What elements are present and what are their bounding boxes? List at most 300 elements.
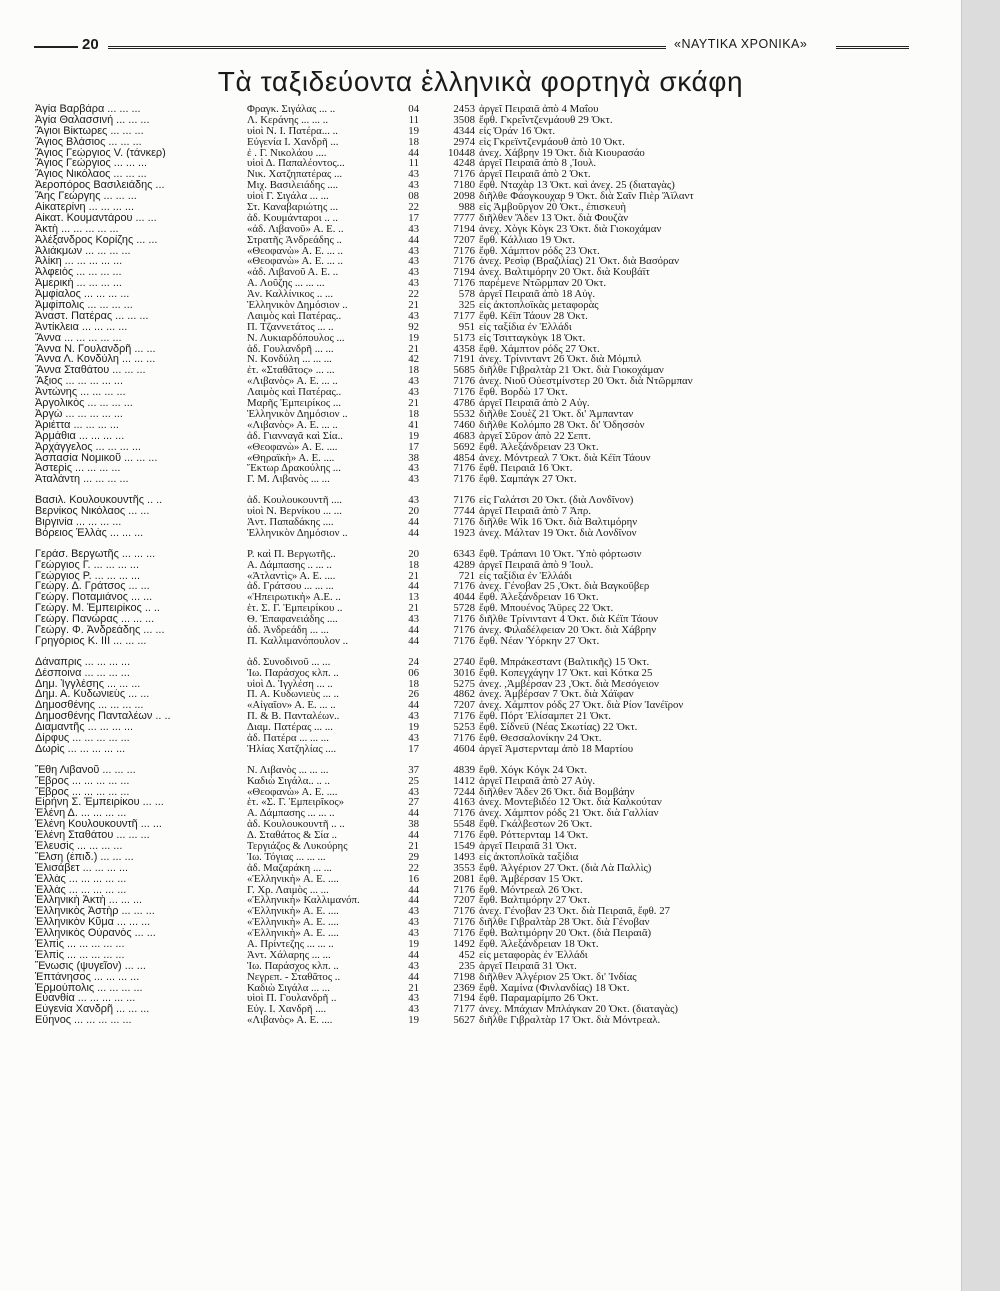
tonnage: 2740 bbox=[453, 656, 475, 668]
ship-owner: ἀδ. Πατέρα ... ... ... bbox=[247, 732, 329, 744]
tonnage: 7176 bbox=[453, 516, 475, 528]
page-number: 20 bbox=[82, 36, 99, 53]
ship-row bbox=[35, 560, 915, 571]
ship-name: Ἑλένη Κουλουκουντῆ ... ... bbox=[35, 819, 162, 831]
ship-status: ἀργεῖ Πειραιᾶ ἀπὸ 7 Ἀπρ. bbox=[479, 506, 591, 517]
ship-status: ἀνεχ. Χὸγκ Κὸγκ 23 Ὀκτ. διὰ Γιοκοχάμαν bbox=[479, 223, 662, 235]
ship-name: Αἰκατερίνη ... ... ... ... bbox=[35, 202, 134, 213]
ship-row bbox=[35, 137, 915, 148]
build-year: 18 bbox=[408, 559, 419, 571]
ship-status: ἔφθ. Σαμπάγκ 27 Ὀκτ. bbox=[479, 474, 577, 486]
ship-owner: Γ. Μ. Λιβανὸς ... ... bbox=[247, 474, 330, 486]
ship-row bbox=[35, 148, 915, 159]
build-year: 44 bbox=[408, 830, 419, 842]
tonnage: 235 bbox=[458, 960, 475, 972]
ship-row bbox=[35, 744, 915, 755]
tonnage: 5532 bbox=[453, 408, 475, 420]
ship-row bbox=[35, 528, 915, 539]
ship-row bbox=[35, 797, 915, 808]
ship-status: ἀργεῖ Πειραιᾶ ἀπὸ 27 Αὐγ. bbox=[479, 775, 596, 787]
build-year: 17 bbox=[408, 743, 419, 755]
ship-row bbox=[35, 549, 915, 560]
ship-status: ἔφθ. Χαμίνα (Φινλανδίας) 18 Ὀκτ. bbox=[479, 982, 630, 994]
tonnage: 7176 bbox=[453, 624, 475, 636]
ship-owner: Μαρῆς Ἐμπειρίκος ... bbox=[247, 398, 341, 409]
build-year: 27 bbox=[408, 797, 419, 809]
tonnage: 4344 bbox=[453, 125, 475, 137]
ship-status: ἀργεῖ Σῦρον ἀπὸ 22 Σεπτ. bbox=[479, 430, 591, 442]
ship-list bbox=[35, 104, 915, 1026]
build-year: 43 bbox=[408, 223, 419, 235]
ship-row bbox=[35, 830, 915, 841]
ship-name: Ἑλληνικὴ Ἀκτὴ ... ... ... bbox=[35, 895, 143, 907]
ship-owner: ἐ . Γ. Νικολάου .... bbox=[247, 147, 327, 159]
ship-row bbox=[35, 158, 915, 169]
ship-owner: Νεγρεπ. - Σταθᾶτος .. bbox=[247, 971, 341, 983]
ship-status: διῆλθε Τρίνινταντ 4 Ὀκτ. διὰ Κέϊπ Τάουν bbox=[479, 614, 659, 625]
build-year: 44 bbox=[408, 895, 419, 907]
tonnage: 2098 bbox=[453, 191, 475, 203]
ship-status: ἀνεχ. Μπάχιαν Μπλάγκαν 20 Ὀκτ. (διαταγὰς) bbox=[479, 1004, 678, 1016]
build-year: 21 bbox=[408, 398, 419, 409]
ship-name: Ἅγιοι Βίκτωρες ... ... ... bbox=[35, 125, 144, 137]
tonnage: 4839 bbox=[453, 764, 475, 776]
ship-name: Βόρειος Ἑλλὰς ... ... ... bbox=[35, 527, 144, 539]
build-year: 06 bbox=[408, 667, 419, 679]
tonnage: 4358 bbox=[453, 343, 475, 355]
ship-owner: Δ. Σταθάτος & Σία .. bbox=[247, 830, 338, 842]
ship-row bbox=[35, 787, 915, 798]
ship-owner: «Αἰγαῖον» Α. Ε. ... .. bbox=[247, 700, 336, 712]
ship-owner: «Ἑλληνικὴ» Α. Ε. .... bbox=[247, 917, 339, 929]
ship-name: Γεώργ. Ποταμιάνος ... ... bbox=[35, 592, 153, 604]
ship-owner: ἀδ. Κουμάνταροι .. .. bbox=[247, 212, 338, 224]
tonnage: 7207 bbox=[453, 700, 475, 712]
tonnage: 7176 bbox=[453, 256, 475, 268]
article-title: Τὰ ταξιδεύοντα ἑλληνικὰ φορτηγὰ σκάφη bbox=[217, 66, 744, 97]
build-year: 41 bbox=[408, 419, 419, 431]
build-year: 22 bbox=[408, 202, 419, 213]
ship-name: Δέσποινα ... ... ... ... bbox=[35, 667, 130, 679]
ship-row bbox=[35, 246, 915, 257]
build-year: 20 bbox=[408, 548, 419, 560]
ship-status: ἀνεχ. Ρεσὶφ (Βραζιλίας) 21 Ὀκτ. διὰ Βασόραν bbox=[479, 256, 679, 268]
ship-status: ἔφθ. Κοπεγχάγην 17 Ὀκτ. καὶ Κότκα 25 bbox=[479, 667, 653, 679]
tonnage: 5627 bbox=[453, 1015, 475, 1027]
ship-owner: Ἀντ. Παπαδάκης .... bbox=[247, 516, 334, 528]
ship-name: Βασιλ. Κουλουκουντῆς .. .. bbox=[35, 495, 163, 507]
ship-status: ἀνεχ. Νιοῦ Οὐεστμίνστερ 20 Ὀκτ. διὰ Ντῶρμπαν bbox=[479, 376, 693, 388]
ship-status: ἔφθ. Μόντρεαλ 26 Ὀκτ. bbox=[479, 884, 583, 896]
build-year: 43 bbox=[408, 267, 419, 279]
ship-name: Ἑλλὰς ... ... ... ... ... bbox=[35, 873, 127, 885]
tonnage: 4683 bbox=[453, 430, 475, 442]
ship-status: ἀνεχ. Γένοβαν 25 ,Ὀκτ. διὰ Βαγκοῦβερ bbox=[479, 581, 650, 593]
ship-name: Εὔηνος ... ... ... ... ... bbox=[35, 1015, 132, 1027]
ship-status: ἔφθ. Ἀμβέρσαν 15 Ὀκτ. bbox=[479, 873, 583, 885]
ship-status: διῆλθε Γιβραλτὰρ 17 Ὀκτ. διὰ Μόντρεαλ. bbox=[479, 1015, 661, 1027]
build-year: 08 bbox=[408, 191, 419, 203]
build-year: 19 bbox=[408, 125, 419, 137]
group-spacer bbox=[35, 755, 915, 765]
build-year: 18 bbox=[408, 365, 419, 377]
ship-name: Ἅγιος Γεώργιος V. (τάνκερ) bbox=[35, 147, 166, 159]
ship-status: διῆλθε Wik 16 Ὀκτ. διὰ Βαλτιμόρην bbox=[479, 516, 638, 528]
ship-owner: Α. Δάμπασης .. ... .. bbox=[247, 559, 332, 571]
ship-name: Ἀλέξανδρος Κορίζης ... ... bbox=[35, 234, 158, 246]
build-year: 21 bbox=[408, 570, 419, 582]
tonnage: 7198 bbox=[453, 971, 475, 983]
ship-name: Ἅγιος Βλάσιος ... ... ... bbox=[35, 136, 142, 148]
ship-name: Ἔβρος ... ... ... ... ... bbox=[35, 775, 130, 787]
ship-row bbox=[35, 344, 915, 355]
ship-row bbox=[35, 819, 915, 830]
ship-name: Δίρφυς ... ... ... ... ... bbox=[35, 732, 130, 744]
ship-owner: Εὐγ. Ι. Χανδρῆ .... bbox=[247, 1004, 327, 1016]
ship-name: Δημ. Ἰγγλέσης ... ... ... bbox=[35, 678, 141, 690]
build-year: 38 bbox=[408, 452, 419, 464]
ship-owner: Ἰω. Παράσχος κλπ. .. bbox=[247, 667, 339, 679]
ship-row bbox=[35, 180, 915, 191]
tonnage: 5275 bbox=[453, 678, 475, 690]
ship-owner: «Ἠπειρωτικὴ» Α.Ε. .. bbox=[247, 592, 341, 604]
ship-owner: υἱοὶ Ν. Βερνίκου ... ... bbox=[247, 506, 342, 517]
tonnage: 7176 bbox=[453, 928, 475, 940]
ship-status: ἔφθ. Τράπανι 10 Ὀκτ. Ὑπὸ φόρτωσιν bbox=[479, 548, 642, 560]
ship-row bbox=[35, 224, 915, 235]
build-year: 43 bbox=[408, 387, 419, 399]
ship-owner: Λ. Κεράνης ... ... .. bbox=[247, 114, 329, 126]
tonnage: 4289 bbox=[453, 559, 475, 571]
ship-owner: «Θηραϊκὴ» Α. Ε. .... bbox=[247, 452, 335, 464]
ship-row bbox=[35, 409, 915, 420]
ship-owner: ἀδ. Κουλουκουντῆ .. .. bbox=[247, 819, 345, 831]
ship-owner: «Θεοφανὼ» Α. Ε. .... bbox=[247, 786, 338, 798]
ship-row bbox=[35, 300, 915, 311]
build-year: 18 bbox=[408, 136, 419, 148]
ship-name: Ἑλληνικὸς Ἀστὴρ ... ... ... bbox=[35, 906, 155, 918]
ship-row bbox=[35, 191, 915, 202]
ship-row bbox=[35, 311, 915, 322]
ship-owner: Φραγκ. Σιγάλας ... .. bbox=[247, 104, 336, 115]
ship-row bbox=[35, 256, 915, 267]
ship-row bbox=[35, 700, 915, 711]
build-year: 19 bbox=[408, 722, 419, 733]
ship-name: Ἀρχάγγελος ... ... ... ... bbox=[35, 441, 141, 453]
ship-name: Ἀστερὶς ... ... ... ... bbox=[35, 463, 121, 475]
ship-name: Ἕνωσις (ψυγεῖον) ... ... bbox=[35, 960, 146, 972]
ship-owner: Α. Πρίντεζης ... ... .. bbox=[247, 939, 334, 950]
header-rule-right bbox=[836, 46, 909, 51]
tonnage: 7180 bbox=[453, 180, 475, 192]
ship-status: ἔφθ. Βαλτιμόρην 20 Ὀκτ. (διὰ Πειραιᾶ) bbox=[479, 928, 652, 940]
ship-name: Ἀντίκλεια ... ... ... ... bbox=[35, 321, 128, 333]
ship-row bbox=[35, 636, 915, 647]
ship-name: Ἀσπασία Νομικοῦ ... ... ... bbox=[35, 452, 158, 464]
tonnage: 5173 bbox=[453, 332, 475, 344]
ship-row bbox=[35, 917, 915, 928]
build-year: 38 bbox=[408, 819, 419, 831]
build-year: 43 bbox=[408, 960, 419, 972]
ship-status: ἔφθ. Νέαν Ὑόρκην 27 Ὀκτ. bbox=[479, 635, 600, 647]
ship-row bbox=[35, 506, 915, 517]
ship-name: Δημοσθένης Πανταλέων .. .. bbox=[35, 711, 171, 723]
tonnage: 4862 bbox=[453, 689, 475, 701]
ship-name: Ἅγιος Νικόλαος ... ... ... bbox=[35, 169, 147, 181]
ship-status: ἀργεῖ Πειραιᾶ ἀπὸ 18 Αὐγ. bbox=[479, 289, 596, 301]
ship-owner: «Θεοφανὼ» Α. Ε. ... .. bbox=[247, 256, 343, 268]
ship-name: Ἀντώνης ... ... ... ... bbox=[35, 387, 126, 399]
ship-status: ἔφθ. Γκάλβεστων 26 Ὀκτ. bbox=[479, 819, 593, 831]
build-year: 19 bbox=[408, 430, 419, 442]
tonnage: 7176 bbox=[453, 495, 475, 507]
tonnage: 7176 bbox=[453, 906, 475, 918]
ship-owner: «Λιβανὸς» Α. Ε. ... .. bbox=[247, 376, 338, 388]
header-rule-middle bbox=[108, 46, 666, 51]
ship-name: Ἑρμούπολις ... ... ... ... bbox=[35, 982, 143, 994]
ship-owner: Π. Τζαννετάτος ... .. bbox=[247, 321, 334, 333]
ship-name: Ἐλευσὶς ... ... ... ... bbox=[35, 841, 123, 852]
ship-owner: Π. Καλλιμανόπουλον .. bbox=[247, 635, 349, 647]
ship-row bbox=[35, 474, 915, 485]
ship-row bbox=[35, 376, 915, 387]
ship-owner: «Ἑλληνικὴ» Καλλιμανόπ. bbox=[247, 895, 360, 907]
ship-row bbox=[35, 463, 915, 474]
tonnage: 7177 bbox=[453, 310, 475, 322]
ship-row bbox=[35, 993, 915, 1004]
ship-row bbox=[35, 885, 915, 896]
ship-name: Δάναπρις ... ... ... ... bbox=[35, 656, 131, 668]
ship-owner: ἀδ. Συνοδινοῦ ... ... bbox=[247, 656, 331, 668]
build-year: 92 bbox=[408, 321, 419, 333]
ship-row bbox=[35, 961, 915, 972]
ship-name: Γεώργ. Πανώρας ... ... ... bbox=[35, 614, 155, 625]
ship-name: Ἔλση (ἐπιδ.) ... ... ... bbox=[35, 851, 134, 863]
ship-row bbox=[35, 104, 915, 115]
ship-status: ἔφθ. Βορδὼ 17 Ὀκτ. bbox=[479, 387, 568, 399]
tonnage: 7191 bbox=[453, 354, 475, 366]
ship-name: Δημ. Α. Κυδωνιεὺς ... ... bbox=[35, 689, 150, 701]
ship-status: ἔφθ. Σίδνεϋ (Νέας Σκωτίας) 22 Ὀκτ. bbox=[479, 722, 638, 733]
tonnage: 7176 bbox=[453, 917, 475, 929]
ship-owner: υἱοὶ Δ. Ἰγγλέση ... .. bbox=[247, 678, 333, 690]
ship-row bbox=[35, 517, 915, 528]
build-year: 43 bbox=[408, 278, 419, 290]
ship-row bbox=[35, 235, 915, 246]
ship-status: ἀργεῖ Ἀμστερνταμ ἀπὸ 18 Μαρτίου bbox=[479, 743, 634, 755]
ship-name: Ἑλένη Σταθάτου ... ... ... bbox=[35, 830, 150, 842]
build-year: 43 bbox=[408, 169, 419, 181]
ship-owner: Νικ. Χατζηπατέρας ... bbox=[247, 169, 343, 181]
build-year: 43 bbox=[408, 463, 419, 475]
build-year: 25 bbox=[408, 775, 419, 787]
ship-owner: Ἰω. Τόγιας ... ... ... bbox=[247, 851, 326, 863]
tonnage: 7194 bbox=[453, 267, 475, 279]
build-year: 42 bbox=[408, 354, 419, 366]
ship-name: Ἁγία Βαρβάρα ... ... ... bbox=[35, 104, 141, 115]
build-year: 43 bbox=[408, 993, 419, 1005]
tonnage: 5728 bbox=[453, 603, 475, 615]
ship-name: Ἄννα ... ... ... ... ... bbox=[35, 332, 122, 344]
ship-status: ἔφθ. Πειραιᾶ 16 Ὀκτ. bbox=[479, 463, 573, 475]
build-year: 26 bbox=[408, 689, 419, 701]
ship-owner: Ἰω. Παράσχος κλπ. .. bbox=[247, 960, 339, 972]
build-year: 21 bbox=[408, 603, 419, 615]
ship-owner: Ἀν. Καλλίνικος .. ... bbox=[247, 289, 334, 301]
ship-status: εἰς ταξίδια ἐν Ἑλλάδι bbox=[479, 570, 572, 582]
group-spacer bbox=[35, 485, 915, 495]
ship-row bbox=[35, 928, 915, 939]
ship-owner: Π. Α. Κυδωνιεὺς ... .. bbox=[247, 689, 339, 701]
ship-status: ἔφθ. Χάμπτον ρόδς 27 Ὀκτ. bbox=[479, 343, 600, 355]
ship-row bbox=[35, 733, 915, 744]
ship-row bbox=[35, 387, 915, 398]
ship-row bbox=[35, 776, 915, 787]
ship-row bbox=[35, 722, 915, 733]
ship-row bbox=[35, 431, 915, 442]
ship-status: ἔφθ. Χόγκ Κόγκ 24 Ὀκτ. bbox=[479, 764, 588, 776]
ship-row bbox=[35, 614, 915, 625]
ship-name: Ἀμερικὴ ... ... ... ... bbox=[35, 278, 122, 290]
build-year: 43 bbox=[408, 732, 419, 744]
ship-owner: Εὐγενία Ι. Χανδρῆ ... bbox=[247, 136, 339, 148]
tonnage: 10448 bbox=[448, 147, 475, 159]
build-year: 44 bbox=[408, 147, 419, 159]
ship-status: ἀνεχ. Χάμπτον ρόδς 27 Ὀκτ. διὰ Ρίον Ἰανέϊρον bbox=[479, 700, 684, 712]
build-year: 22 bbox=[408, 862, 419, 874]
ship-owner: Στ. Καναβαριώτης ... bbox=[247, 202, 339, 213]
ship-owner: Ρ. καὶ Π. Βεργωτῆς.. bbox=[247, 548, 336, 560]
ship-status: ἀνεχ. Γένοβαν 23 Ὀκτ. διὰ Πειραιᾶ, ἔφθ. 27 bbox=[479, 906, 670, 918]
ship-name: Ἑλένη Δ. ... ... ... ... bbox=[35, 808, 127, 820]
ship-name: Αἰκατ. Κουμαντάρου ... ... bbox=[35, 212, 157, 224]
ship-name: Ἀναστ. Πατέρας ... ... ... bbox=[35, 310, 149, 322]
ship-row bbox=[35, 841, 915, 852]
ship-status: διῆλθε Φάογκουχαρ 9 Ὀκτ. διὰ Σαῖν Πιὲρ Ἄϊλαντ bbox=[479, 191, 694, 203]
tonnage: 7176 bbox=[453, 635, 475, 647]
ship-owner: Ἑλληνικὸν Δημόσιον .. bbox=[247, 408, 348, 420]
ship-owner: ἀδ. Ἀνδρεάδη ... ... bbox=[247, 624, 329, 636]
ship-owner: Ἕκτωρ Δρακούλης ... bbox=[247, 463, 341, 475]
ship-row bbox=[35, 1015, 915, 1026]
tonnage: 7460 bbox=[453, 419, 475, 431]
ship-row bbox=[35, 365, 915, 376]
build-year: 19 bbox=[408, 332, 419, 344]
build-year: 21 bbox=[408, 343, 419, 355]
tonnage: 6343 bbox=[453, 548, 475, 560]
ship-name: Γεώργ. Φ. Ἀνδρεάδης ... ... bbox=[35, 624, 165, 636]
build-year: 11 bbox=[408, 158, 419, 170]
ship-status: ἔφθ. Κέϊπ Τάουν 28 Ὀκτ. bbox=[479, 310, 588, 322]
tonnage: 1549 bbox=[453, 841, 475, 852]
ship-status: ἀνεχ. Μόντρεαλ 7 Ὀκτ. διὰ Κέϊπ Τάουν bbox=[479, 452, 651, 464]
ship-status: ἀργεῖ Πειραιᾶ 31 Ὀκτ. bbox=[479, 960, 577, 972]
build-year: 44 bbox=[408, 635, 419, 647]
ship-row bbox=[35, 354, 915, 365]
build-year: 44 bbox=[408, 700, 419, 712]
build-year: 21 bbox=[408, 841, 419, 852]
build-year: 18 bbox=[408, 408, 419, 420]
scan-edge bbox=[961, 0, 1000, 1291]
ship-status: εἰς ταξίδια ἐν Ἑλλάδι bbox=[479, 321, 572, 333]
tonnage: 5253 bbox=[453, 722, 475, 733]
build-year: 43 bbox=[408, 376, 419, 388]
page-header bbox=[34, 36, 909, 56]
ship-name: Δωρὶς ... ... ... ... ... bbox=[35, 743, 126, 755]
ship-name: Γρηγόριος Κ. ΙΙΙ ... ... ... bbox=[35, 635, 147, 647]
build-year: 44 bbox=[408, 971, 419, 983]
ship-row bbox=[35, 983, 915, 994]
ship-row bbox=[35, 668, 915, 679]
build-year: 44 bbox=[408, 234, 419, 246]
ship-owner: «Ἀτλαντὶς» Α. Ε. .... bbox=[247, 570, 336, 582]
ship-name: Ἀμφίαλος ... ... ... ... bbox=[35, 289, 130, 301]
ship-name: Ἁρμάθια ... ... ... ... bbox=[35, 430, 125, 442]
ship-status: ἀργεῖ Πειραιᾶ ἀπὸ 2 Αὐγ. bbox=[479, 398, 590, 409]
ship-name: Ἄξιος ... ... ... ... ... bbox=[35, 376, 123, 388]
tonnage: 1923 bbox=[453, 527, 475, 539]
group-spacer bbox=[35, 539, 915, 549]
tonnage: 7744 bbox=[453, 506, 475, 517]
ship-row bbox=[35, 289, 915, 300]
ship-row bbox=[35, 442, 915, 453]
ship-owner: Καδιὼ Σιγάλα.. .. .. bbox=[247, 775, 330, 787]
tonnage: 4604 bbox=[453, 743, 475, 755]
tonnage: 2453 bbox=[453, 104, 475, 115]
ship-name: Εὐγενία Χανδρῆ ... ... ... bbox=[35, 1004, 150, 1016]
tonnage: 4854 bbox=[453, 452, 475, 464]
build-year: 43 bbox=[408, 1004, 419, 1016]
ship-name: Ἑλληνικὸς Οὐρανὸς ... ... bbox=[35, 928, 156, 940]
ship-name: Γεώργ. Δ. Γράτσος ... ... bbox=[35, 581, 150, 593]
ship-name: Ἅης Γεώργης ... ... ... bbox=[35, 191, 137, 203]
ship-row bbox=[35, 322, 915, 333]
tonnage: 7177 bbox=[453, 1004, 475, 1016]
ship-owner: Ἑλληνικὸν Δημόσιον .. bbox=[247, 527, 348, 539]
ship-status: ἀνεχ. Φιλαδέλφειαν 20 Ὀκτ. διὰ Χάβρην bbox=[479, 624, 657, 636]
build-year: 44 bbox=[408, 949, 419, 961]
ship-name: Ἑπτάνησος ... ... ... ... bbox=[35, 971, 140, 983]
ship-row bbox=[35, 333, 915, 344]
ship-name: Ἑλληνικὸν Κῦμα ... ... ... bbox=[35, 917, 151, 929]
build-year: 44 bbox=[408, 581, 419, 593]
ship-status: διῆλθεν Ἄδεν 13 Ὀκτ. διὰ Φουζὰν bbox=[479, 212, 629, 224]
ship-row bbox=[35, 115, 915, 126]
ship-name: Ἅγιος Γεώργιος ... ... ... bbox=[35, 158, 148, 170]
build-year: 24 bbox=[408, 656, 419, 668]
ship-owner: υἱοὶ Ν. Ι. Πατέρα... .. bbox=[247, 125, 339, 137]
ship-owner: ἀδ. Γουλανδρῆ ... ... bbox=[247, 343, 334, 355]
ship-status: ἔφθ. Ἀλεξάνδρειαν 16 Ὀκτ. bbox=[479, 592, 599, 604]
ship-row bbox=[35, 874, 915, 885]
ship-row bbox=[35, 398, 915, 409]
tonnage: 325 bbox=[458, 300, 475, 311]
ship-row bbox=[35, 453, 915, 464]
tonnage: 5692 bbox=[453, 441, 475, 453]
ship-name: Ἐλπὶς ... ... ... ... ... bbox=[35, 949, 125, 961]
ship-status: ἔφθ. Ρόττερνταμ 14 Ὀκτ. bbox=[479, 830, 589, 842]
ship-owner: Ἑλληνικὸν Δημόσιον .. bbox=[247, 300, 348, 311]
build-year: 43 bbox=[408, 917, 419, 929]
tonnage: 2081 bbox=[453, 873, 475, 885]
tonnage: 3553 bbox=[453, 862, 475, 874]
build-year: 16 bbox=[408, 873, 419, 885]
ship-owner: Διαμ. Πατέρας ... ... bbox=[247, 722, 333, 733]
ship-owner: Α. Δάμπασης ... ... .. bbox=[247, 808, 335, 820]
ship-owner: «ἀδ. Λιβανοῦ Α. Ε. .. bbox=[247, 267, 339, 279]
ship-owner: «Ἑλληνικὴ» Α. Ε. .... bbox=[247, 928, 339, 940]
ship-name: Ἄννα Ν. Γουλανδρῆ ... ... bbox=[35, 343, 156, 355]
